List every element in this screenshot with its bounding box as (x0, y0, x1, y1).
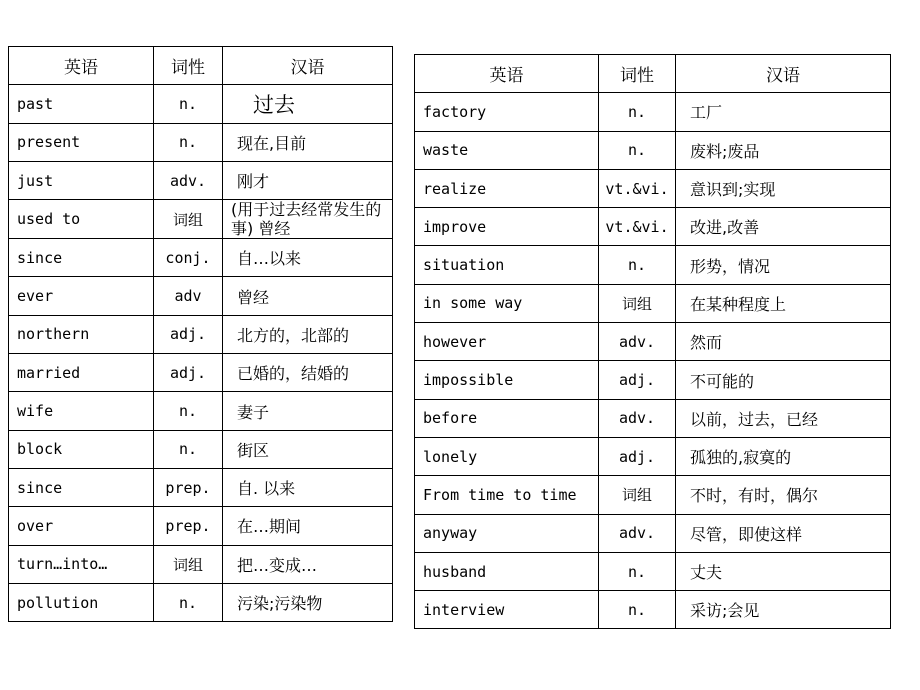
table-row (9, 507, 393, 545)
word-english: improve (415, 208, 599, 246)
word-english: turn…into… (9, 545, 154, 583)
word-english: factory (415, 93, 599, 131)
header-english: 英语 (415, 55, 599, 93)
table-row (415, 93, 891, 131)
word-english: waste (415, 131, 599, 169)
word-chinese: 采访;会见 (676, 591, 891, 629)
word-chinese: 废料;废品 (676, 131, 891, 169)
word-english: anyway (415, 514, 599, 552)
table-row (9, 123, 393, 161)
table-row (415, 476, 891, 514)
word-english: lonely (415, 437, 599, 475)
word-english: however (415, 323, 599, 361)
word-chinese: 已婚的，结婚的 (223, 354, 393, 392)
word-english: From time to time (415, 476, 599, 514)
word-pos: conj. (154, 239, 223, 277)
table-row (9, 277, 393, 315)
word-english: just (9, 161, 154, 199)
word-pos: adv. (154, 161, 223, 199)
table-row (9, 239, 393, 277)
table-row (9, 545, 393, 583)
table-row (415, 246, 891, 284)
word-english: impossible (415, 361, 599, 399)
word-chinese: 工厂 (676, 93, 891, 131)
word-english: realize (415, 169, 599, 207)
word-chinese: 北方的，北部的 (223, 315, 393, 353)
word-chinese: 然而 (676, 323, 891, 361)
table-row (9, 161, 393, 199)
word-english: northern (9, 315, 154, 353)
table-row (415, 169, 891, 207)
word-pos: n. (154, 85, 223, 123)
word-english: used to (9, 200, 154, 239)
header-pos: 词性 (154, 47, 223, 85)
word-pos: vt.&vi. (599, 169, 676, 207)
word-pos: vt.&vi. (599, 208, 676, 246)
table-row (415, 284, 891, 322)
word-chinese: (用于过去经常发生的事) 曾经 (223, 200, 393, 239)
word-english: situation (415, 246, 599, 284)
word-pos: adv. (599, 399, 676, 437)
word-chinese: 过去 (223, 85, 393, 123)
word-english: over (9, 507, 154, 545)
word-chinese: 把…变成… (223, 545, 393, 583)
word-chinese: 街区 (223, 430, 393, 468)
word-english: pollution (9, 583, 154, 621)
word-chinese: 丈夫 (676, 552, 891, 590)
word-chinese: 妻子 (223, 392, 393, 430)
word-english: wife (9, 392, 154, 430)
word-pos: adj. (599, 361, 676, 399)
table-row (9, 200, 393, 239)
word-chinese: 意识到;实现 (676, 169, 891, 207)
word-chinese: 不时，有时，偶尔 (676, 476, 891, 514)
table-row (9, 430, 393, 468)
word-pos: n. (599, 131, 676, 169)
word-pos: 词组 (154, 200, 223, 239)
table-row (415, 437, 891, 475)
word-pos: n. (154, 430, 223, 468)
word-chinese: 自…以来 (223, 239, 393, 277)
word-pos: adv (154, 277, 223, 315)
table-row (415, 361, 891, 399)
word-chinese: 孤独的,寂寞的 (676, 437, 891, 475)
word-pos: n. (599, 246, 676, 284)
word-english: present (9, 123, 154, 161)
word-pos: 词组 (599, 476, 676, 514)
table-row (9, 468, 393, 506)
word-english: married (9, 354, 154, 392)
word-pos: adv. (599, 323, 676, 361)
word-chinese: 尽管，即使这样 (676, 514, 891, 552)
table-row (415, 591, 891, 629)
word-english: before (415, 399, 599, 437)
word-pos: n. (154, 123, 223, 161)
table-row (415, 208, 891, 246)
table-row (415, 323, 891, 361)
word-english: in some way (415, 284, 599, 322)
table-row (415, 552, 891, 590)
table-row (9, 85, 393, 123)
word-pos: n. (154, 583, 223, 621)
header-chinese: 汉语 (223, 47, 393, 85)
word-chinese: 刚才 (223, 161, 393, 199)
word-chinese: 现在,目前 (223, 123, 393, 161)
word-english: ever (9, 277, 154, 315)
word-english: since (9, 239, 154, 277)
word-english: interview (415, 591, 599, 629)
word-pos: prep. (154, 507, 223, 545)
table-row (9, 354, 393, 392)
word-english: past (9, 85, 154, 123)
table-row (9, 392, 393, 430)
word-pos: n. (599, 591, 676, 629)
table-row (415, 399, 891, 437)
word-chinese: 自. 以来 (223, 468, 393, 506)
word-pos: 词组 (154, 545, 223, 583)
table-row (415, 131, 891, 169)
word-pos: n. (599, 552, 676, 590)
word-chinese: 在某种程度上 (676, 284, 891, 322)
word-chinese: 以前，过去，已经 (676, 399, 891, 437)
table-row (9, 583, 393, 621)
word-english: block (9, 430, 154, 468)
header-english: 英语 (9, 47, 154, 85)
table-row (9, 315, 393, 353)
vocab-table-right (414, 54, 891, 629)
word-chinese: 在…期间 (223, 507, 393, 545)
word-chinese: 污染;污染物 (223, 583, 393, 621)
word-pos: adj. (599, 437, 676, 475)
word-english: husband (415, 552, 599, 590)
table-header-row (9, 47, 393, 85)
vocab-table-left (8, 46, 393, 622)
table-row (415, 514, 891, 552)
word-pos: adj. (154, 315, 223, 353)
word-pos: n. (599, 93, 676, 131)
word-pos: adv. (599, 514, 676, 552)
word-chinese: 不可能的 (676, 361, 891, 399)
word-pos: n. (154, 392, 223, 430)
header-chinese: 汉语 (676, 55, 891, 93)
word-pos: prep. (154, 468, 223, 506)
word-chinese: 改进,改善 (676, 208, 891, 246)
header-pos: 词性 (599, 55, 676, 93)
word-english: since (9, 468, 154, 506)
word-chinese: 形势，情况 (676, 246, 891, 284)
word-pos: adj. (154, 354, 223, 392)
word-pos: 词组 (599, 284, 676, 322)
table-header-row (415, 55, 891, 93)
word-chinese: 曾经 (223, 277, 393, 315)
